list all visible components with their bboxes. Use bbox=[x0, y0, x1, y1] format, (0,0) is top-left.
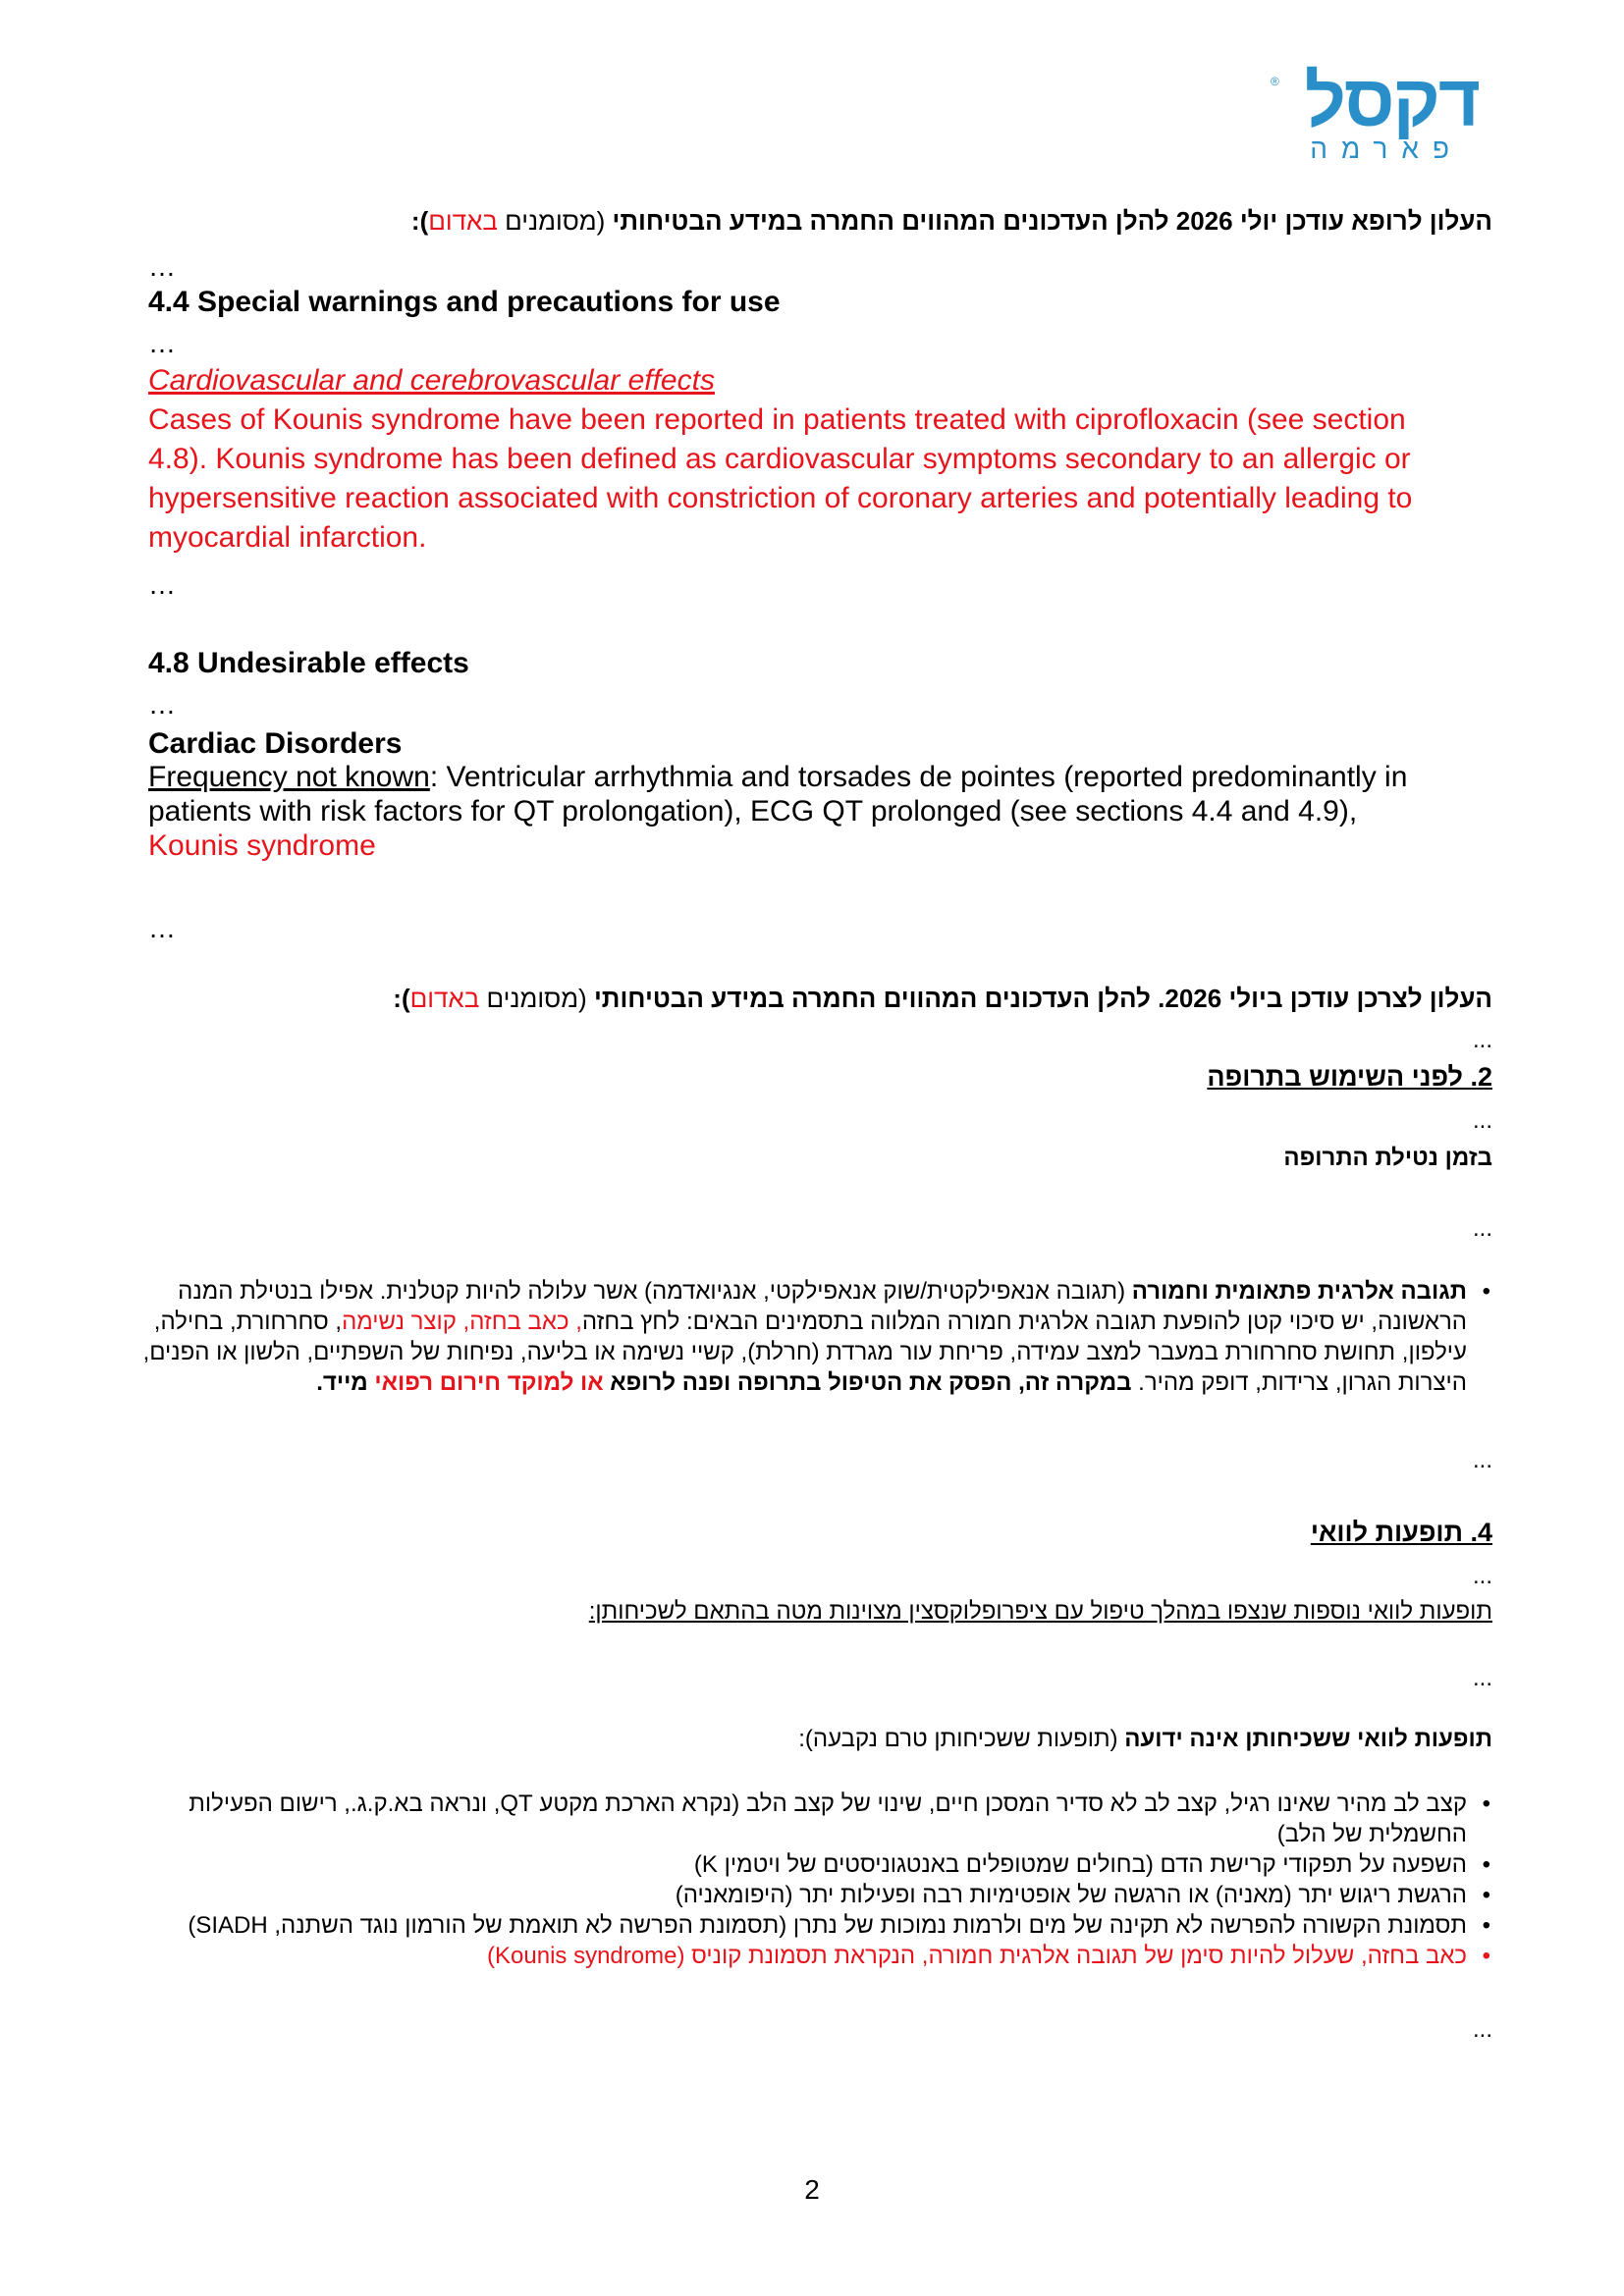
company-logo bbox=[1267, 60, 1492, 175]
additional-side-effects-note: תופעות לוואי נוספות שנצפו במהלך טיפול עם ציפרופלוקסצין מצוינות מטה בהתאם לשכיחותן: bbox=[588, 1598, 1492, 1625]
unknown-frequency-heading: תופעות לוואי ששכיחותן אינה ידועה (תופעות ששכיחותן טרם נקבעה): bbox=[798, 1726, 1492, 1752]
ellipsis: ... bbox=[1472, 1447, 1492, 1473]
patient-leaflet-heading: העלון לצרכן עודכן ביולי 2026. להלן העדכונים המהווים החמרה במידע הבטיחותי (מסומנים באדום): bbox=[393, 984, 1492, 1013]
allergy-bullet: • תגובה אלרגית פתאומית וחמורה (תגובה אנאפילקטית/שוק אנאפילקטי, אנגיואדמה) אשר עלולה להיות קטלנית. אפילו בנטילת המנה הראשונה, יש סיכוי קטן להופעת תגובה אלרגית חמורה המלווה בתסמינים הבאים: לחץ בחזה, כאב בחזה, קוצר נשימה, סחרחורת, בחילה, עילפון, תחושת סחרחורת במעבר למצב עמידה, פריחת עור מגרדת (חרלת), קשיי נשימה או בליעה, נפיחות של השפתיים, הלשון או הפנים, היצרות הגרון, צרידות, דופק מהיר. במקרה זה, הפסק את הטיפול בתרופה ופנה לרופא או למוקד חירום רפואי מייד. bbox=[137, 1276, 1492, 1398]
ellipsis: … bbox=[148, 569, 176, 600]
logo-brand: דקסל bbox=[1304, 60, 1479, 141]
section-2-heading: 2. לפני השימוש בתרופה bbox=[1207, 1062, 1492, 1092]
ellipsis: … bbox=[148, 328, 176, 358]
allergy-warning bbox=[137, 1276, 1492, 1398]
cardiac-disorders-heading: Cardiac Disorders bbox=[148, 727, 403, 760]
kounis-warning-text: Cases of Kounis syndrome have been reported in patients treated with ciprofloxacin (see section 4.8). Kounis syndrome has been defined as cardiovascular symptoms secondary to an allergic or hypersensitive reaction associated with constriction of coronary arteries and potentially leading to myocardial infarction. bbox=[148, 403, 1413, 554]
section-4-4-heading: 4.4 Special warnings and precautions for use bbox=[148, 286, 781, 318]
section-4-heading: 4. תופעות לוואי bbox=[1310, 1518, 1492, 1547]
registered-mark: ® bbox=[1271, 75, 1279, 88]
frequency-label: Frequency not known bbox=[148, 761, 430, 793]
cv-effects-title: Cardiovascular and cerebrovascular effects bbox=[148, 364, 715, 397]
kounis-syndrome-term: Kounis syndrome bbox=[148, 829, 376, 862]
ellipsis: ... bbox=[1472, 1107, 1492, 1134]
during-treatment-heading: בזמן נטילת התרופה bbox=[1283, 1145, 1492, 1171]
ellipsis: … bbox=[148, 913, 176, 943]
side-effects-list bbox=[137, 1789, 1492, 1971]
ellipsis: … bbox=[148, 251, 176, 282]
doctor-leaflet-heading: העלון לרופא עודכן יולי 2026 להלן העדכונים המהווים החמרה במידע הבטיחותי (מסומנים באדום): bbox=[410, 206, 1492, 236]
ellipsis: … bbox=[148, 689, 176, 720]
list-item: • השפעה על תפקודי קרישת הדם (בחולים שמטופלים באנטגוניסטים של ויטמין K) bbox=[137, 1849, 1492, 1880]
section-4-8-heading: 4.8 Undesirable effects bbox=[148, 647, 469, 679]
page-number: 2 bbox=[804, 2174, 820, 2205]
ellipsis: ... bbox=[1472, 1665, 1492, 1691]
ellipsis: ... bbox=[1472, 1027, 1492, 1053]
frequency-paragraph bbox=[148, 760, 1464, 863]
ellipsis: ... bbox=[1472, 1215, 1492, 1242]
logo-subtitle: פארמה bbox=[1310, 133, 1463, 164]
frequency-text: : Ventricular arrhythmia and torsades de pointes (reported predominantly in patients with risk factors for QT prolongation), ECG QT prolonged (see sections 4.4 and 4.9), bbox=[148, 761, 1408, 828]
list-item: • קצב לב מהיר שאינו רגיל, קצב לב לא סדיר המסכן חיים, שינוי של קצב הלב (נקרא הארכת מקטע QT, ונראה בא.ק.ג., רישום הפעילות החשמלית של הלב) bbox=[137, 1789, 1492, 1849]
ellipsis: ... bbox=[1472, 1563, 1492, 1589]
list-item: • הרגשת ריגוש יתר (מאניה) או הרגשה של אופטימיות רבה ופעילות יתר (היפומאניה) bbox=[137, 1880, 1492, 1910]
ellipsis: ... bbox=[1472, 2016, 1492, 2043]
list-item: • תסמונת הקשורה להפרשה לא תקינה של מים ולרמות נמוכות של נתרן (תסמונת הפרשה לא תואמת של הורמון נוגד השתנה, SIADH) bbox=[137, 1910, 1492, 1941]
list-item-kounis: • כאב בחזה, שעלול להיות סימן של תגובה אלרגית חמורה, הנקראת תסמונת קוניס (Kounis syndrome) bbox=[137, 1941, 1492, 1971]
